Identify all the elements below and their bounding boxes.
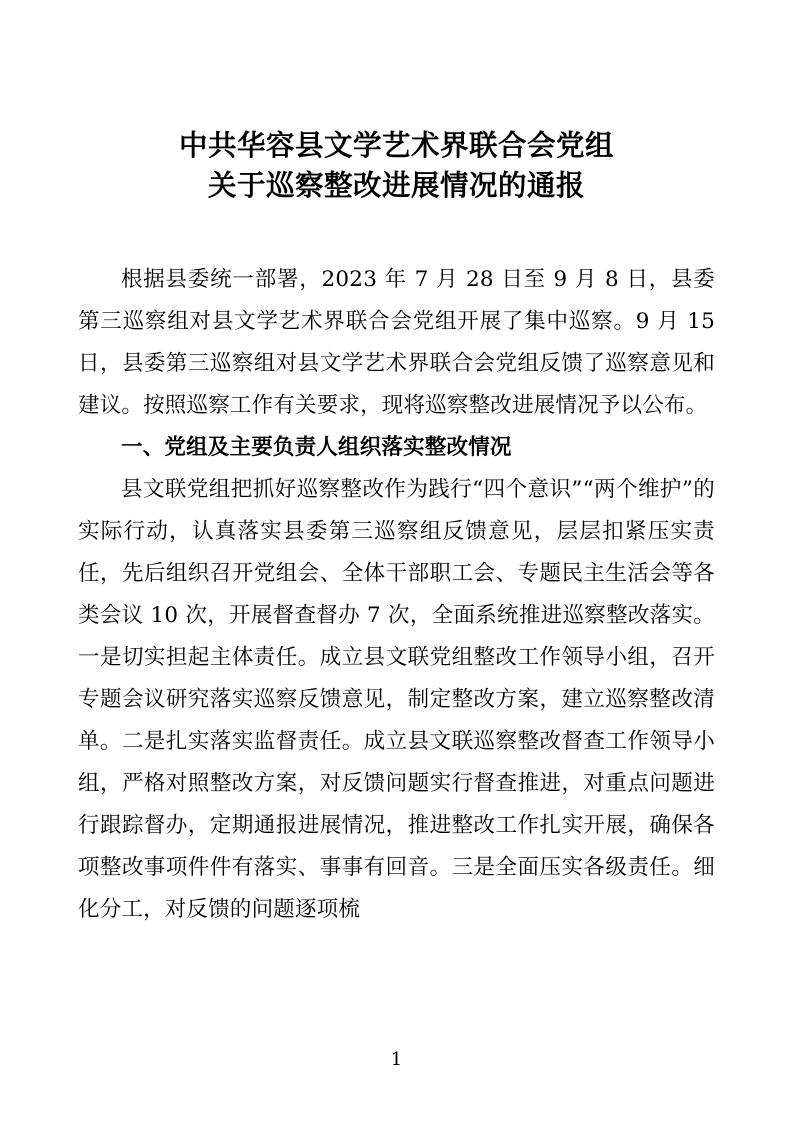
section-heading-1: 一、党组及主要负责人组织落实整改情况: [121, 434, 512, 460]
page-title: [78, 126, 715, 207]
paragraph-intro: 根据县委统一部署，2023 年 7 月 28 日至 9 月 8 日，县委第三巡察组对县文学艺术界联合会党组开展了集中巡察。9 月 15 日，县委第三巡察组对县文学艺术界联合会党组反馈了巡察意见和建议。按照巡察工作有关要求，现将巡察整改进展情况予以公布。: [78, 266, 715, 418]
title-line-2: 关于巡察整改进展情况的通报: [207, 169, 585, 203]
document-body: [78, 259, 715, 931]
page-number: 1: [390, 1049, 403, 1070]
title-line-1: 中共华容县文学艺术界联合会党组: [178, 129, 614, 162]
paragraph-section-1-body: 县文联党组把抓好巡察整改作为践行“四个意识”“两个维护”的实际行动，认真落实县委第三巡察组反馈意见，层层扣紧压实责任，先后组织召开党组会、全体干部职工会、专题民主生活会等各类会议 10 次，开展督查督办 7 次，全面系统推进巡察整改落实。一是切实担起主体责任。成立县文联党组整改工作领导小组，召开专题会议研究落实巡察反馈意见，制定整改方案，建立巡察整改清单。二是扎实落实监督责任。成立县文联巡察整改督查工作领导小组，严格对照整改方案，对反馈问题实行督查推进，对重点问题进行跟踪督办，定期通报进展情况，推进整改工作扎实开展，确保各项整改事项件件有落实、事事有回音。三是全面压实各级责任。细化分工，对反馈的问题逐项梳: [78, 476, 715, 922]
